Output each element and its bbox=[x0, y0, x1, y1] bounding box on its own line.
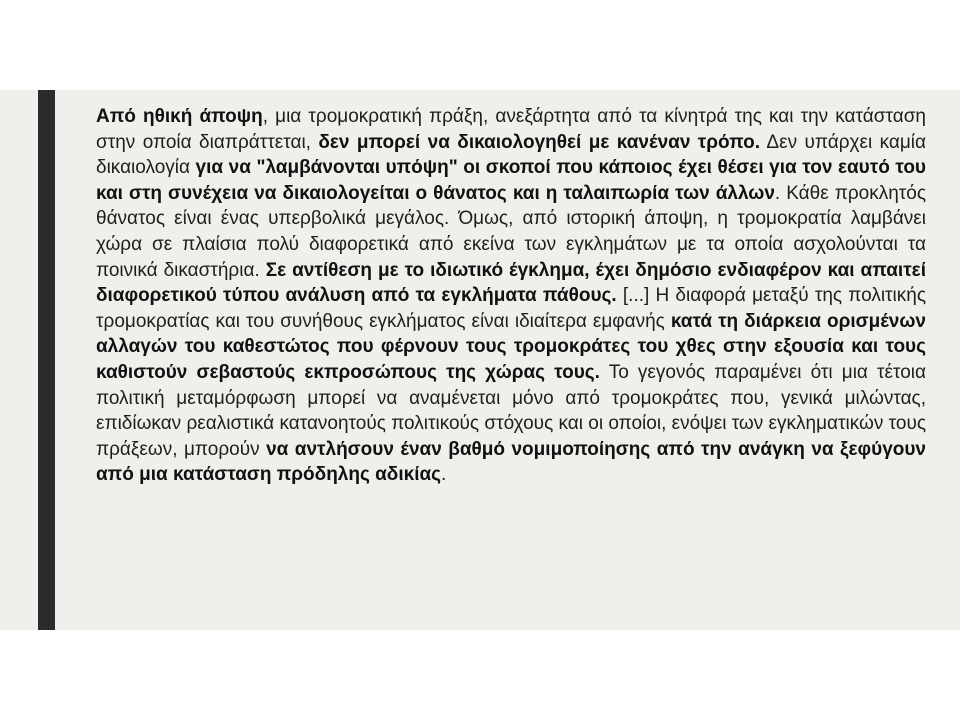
emphasized-text-segment: Σε αντίθεση με το ιδιωτικό έγκλημα, έχει δημόσιο ενδιαφέρον και απαιτεί διαφορετικού τύπου ανάλυση από τα εγκλήματα πάθους. bbox=[96, 259, 926, 307]
text-segment: . Κάθε προκλητός θάνατος είναι ένας υπερβολικά μεγάλος. Όμως, από ιστορική άποψη, η τρομοκρατία λαμβάνει χώρα σε πλαίσια πολύ διαφορετικά από εκείνα των εγκλημάτων με τα οποία ασχολούνται τα ποινικά δικαστήρια. bbox=[96, 182, 926, 281]
emphasized-text-segment: κατά τη διάρκεια ορισμένων αλλαγών του καθεστώτος που φέρνουν τους τρομοκράτες του χθες στην εξουσία και τους καθιστούν σεβαστούς εκπροσώπους της χώρας τους. bbox=[96, 310, 926, 383]
text-segment: . bbox=[441, 464, 447, 486]
text-segment: Το γεγονός παραμένει ότι μια τέτοια πολιτική μεταμόρφωση μπορεί να αναμένεται μόνο από τρομοκράτες που, γενικά μιλώντας, επιδίωκαν ρεαλιστικά κατανοητούς πολιτικούς στόχους και οι οποίοι, ενόψει των εγκληματικών τους πράξεων, μπορούν bbox=[96, 361, 926, 460]
quote-paragraph bbox=[96, 104, 926, 488]
text-segment: Δεν υπάρχει καμία δικαιολογία bbox=[96, 131, 927, 179]
text-segment: [...] Η διαφορά μεταξύ της πολιτικής τρομοκρατίας και του συνήθους εγκλήματος είναι ιδιαίτερα εμφανής bbox=[96, 285, 926, 332]
emphasized-text-segment: να αντλήσουν έναν βαθμό νομιμοποίησης από την ανάγκη να ξεφύγουν από μια κατάσταση πρόδηλης αδικίας bbox=[96, 438, 926, 486]
emphasized-text-segment: για να "λαμβάνονται υπόψη" οι σκοποί που κάποιος έχει θέσει για τον εαυτό του και στη συνέχεια να δικαιολογείται ο θάνατος και η ταλαιπωρία των άλλων bbox=[96, 157, 926, 204]
emphasized-text-segment: δεν μπορεί να δικαιολογηθεί με κανέναν τρόπο. bbox=[318, 131, 761, 153]
emphasized-text-segment: Από ηθική άποψη bbox=[96, 106, 263, 127]
text-segment: , μια τρομοκρατική πράξη, ανεξάρτητα από τα κίνητρά της και την κατάσταση στην οποία διαπράττεται, bbox=[96, 106, 926, 153]
accent-bar bbox=[38, 90, 55, 630]
